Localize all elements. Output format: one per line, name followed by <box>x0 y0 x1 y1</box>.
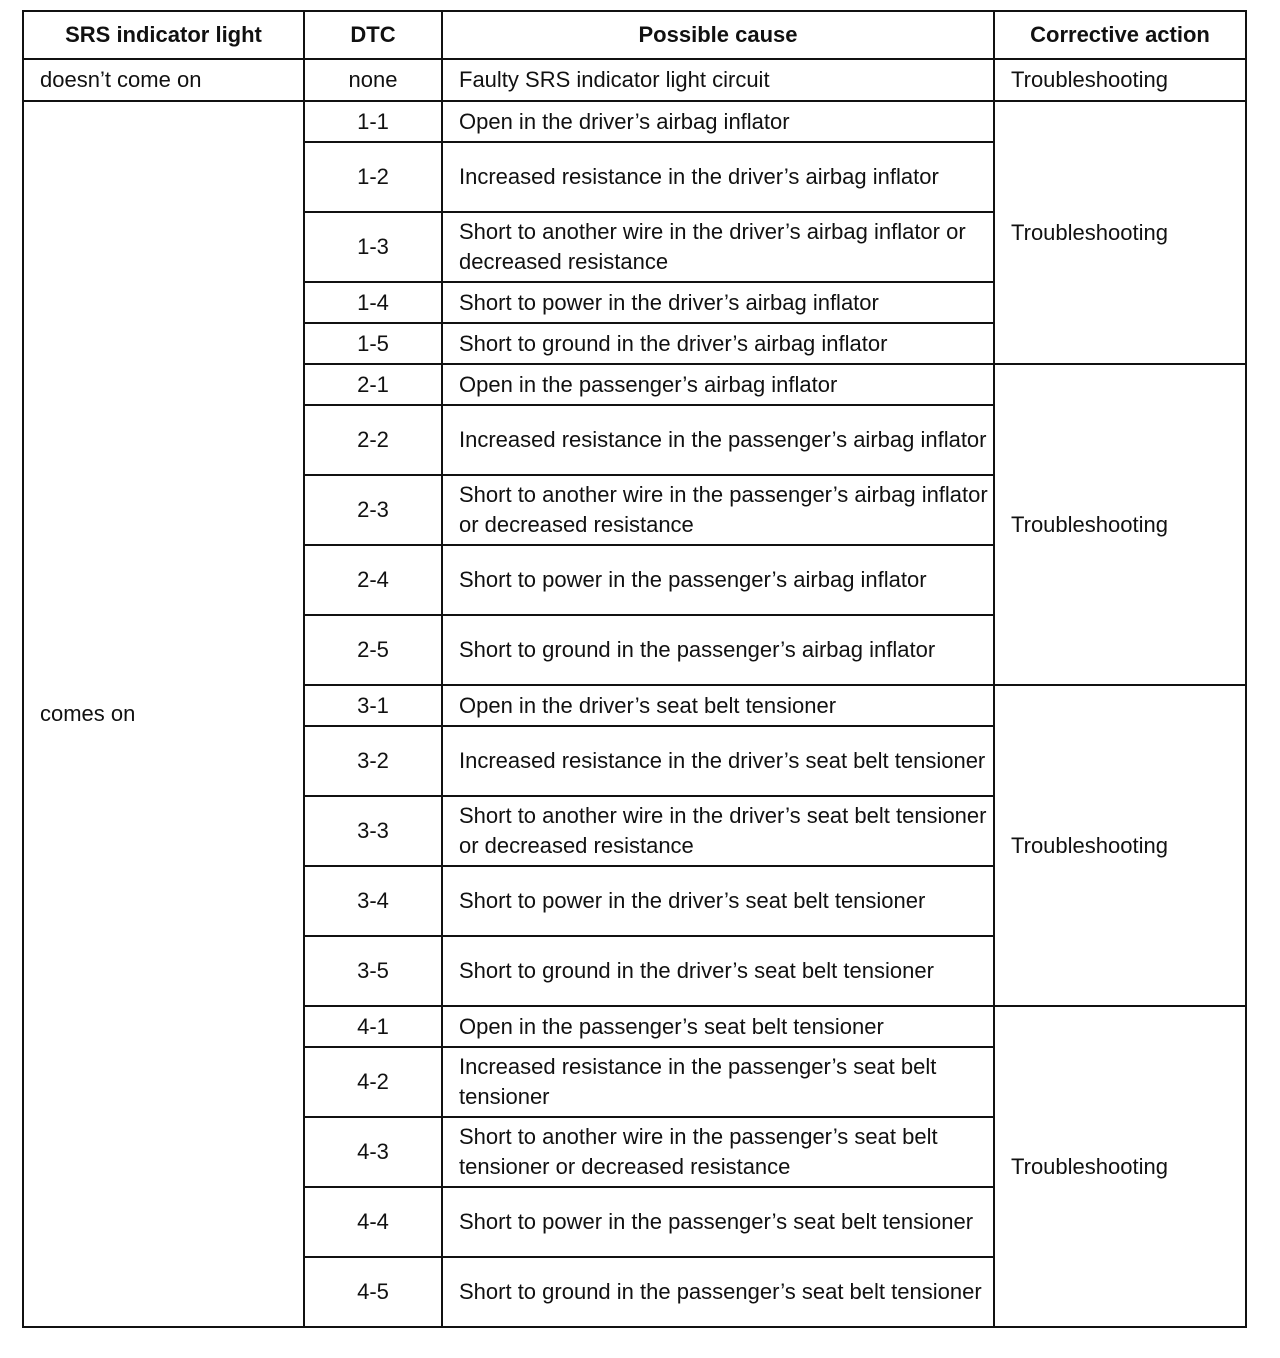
cause-cell: Short to another wire in the driver’s seat belt tensioner or decreased resistance <box>442 796 994 866</box>
cause-cell: Increased resistance in the passenger’s seat belt tensioner <box>442 1047 994 1117</box>
header-srs-light: SRS indicator light <box>23 11 304 59</box>
dtc-cell: 1-2 <box>304 142 442 212</box>
dtc-cell: 4-5 <box>304 1257 442 1327</box>
dtc-cell: 3-3 <box>304 796 442 866</box>
cause-cell: Short to power in the passenger’s airbag inflator <box>442 545 994 615</box>
table-row <box>23 59 1246 101</box>
action-cell: Troubleshooting <box>994 685 1246 1006</box>
cause-cell: Short to ground in the passenger’s airbag inflator <box>442 615 994 685</box>
action-cell: Troubleshooting <box>994 101 1246 364</box>
dtc-cell: 3-4 <box>304 866 442 936</box>
cause-cell: Open in the driver’s airbag inflator <box>442 101 994 142</box>
cause-cell: Short to another wire in the driver’s airbag inflator or decreased resistance <box>442 212 994 282</box>
dtc-table-container <box>22 10 1245 1328</box>
dtc-cell: 1-5 <box>304 323 442 364</box>
header-action: Corrective action <box>994 11 1246 59</box>
cause-cell: Short to another wire in the passenger’s seat belt tensioner or decreased resistance <box>442 1117 994 1187</box>
dtc-cell: 4-2 <box>304 1047 442 1117</box>
cause-cell: Open in the driver’s seat belt tensioner <box>442 685 994 726</box>
cause-cell: Short to another wire in the passenger’s airbag inflator or decreased resistance <box>442 475 994 545</box>
cause-cell: Short to ground in the driver’s airbag inflator <box>442 323 994 364</box>
cause-cell: Increased resistance in the driver’s seat belt tensioner <box>442 726 994 796</box>
dtc-cell: 2-4 <box>304 545 442 615</box>
dtc-cell: 4-1 <box>304 1006 442 1047</box>
cause-cell: Short to power in the driver’s airbag inflator <box>442 282 994 323</box>
dtc-table <box>22 10 1247 1328</box>
dtc-cell: 1-3 <box>304 212 442 282</box>
header-cause: Possible cause <box>442 11 994 59</box>
header-row <box>23 11 1246 59</box>
dtc-cell: none <box>304 59 442 101</box>
cause-cell: Open in the passenger’s seat belt tensioner <box>442 1006 994 1047</box>
dtc-cell: 2-3 <box>304 475 442 545</box>
action-cell: Troubleshooting <box>994 1006 1246 1327</box>
dtc-cell: 1-4 <box>304 282 442 323</box>
dtc-cell: 4-3 <box>304 1117 442 1187</box>
dtc-cell: 3-2 <box>304 726 442 796</box>
dtc-cell: 2-5 <box>304 615 442 685</box>
table-row <box>23 101 1246 142</box>
cause-cell: Short to ground in the driver’s seat belt tensioner <box>442 936 994 1006</box>
dtc-cell: 4-4 <box>304 1187 442 1257</box>
dtc-cell: 2-1 <box>304 364 442 405</box>
cause-cell: Short to ground in the passenger’s seat belt tensioner <box>442 1257 994 1327</box>
light-state-cell: doesn’t come on <box>23 59 304 101</box>
header-dtc: DTC <box>304 11 442 59</box>
action-cell: Troubleshooting <box>994 364 1246 685</box>
light-state-cell: comes on <box>23 101 304 1327</box>
dtc-cell: 3-1 <box>304 685 442 726</box>
cause-cell: Increased resistance in the driver’s airbag inflator <box>442 142 994 212</box>
cause-cell: Short to power in the driver’s seat belt tensioner <box>442 866 994 936</box>
cause-cell: Short to power in the passenger’s seat belt tensioner <box>442 1187 994 1257</box>
cause-cell: Increased resistance in the passenger’s airbag inflator <box>442 405 994 475</box>
dtc-cell: 1-1 <box>304 101 442 142</box>
action-cell: Troubleshooting <box>994 59 1246 101</box>
cause-cell: Faulty SRS indicator light circuit <box>442 59 994 101</box>
cause-cell: Open in the passenger’s airbag inflator <box>442 364 994 405</box>
dtc-cell: 3-5 <box>304 936 442 1006</box>
dtc-cell: 2-2 <box>304 405 442 475</box>
